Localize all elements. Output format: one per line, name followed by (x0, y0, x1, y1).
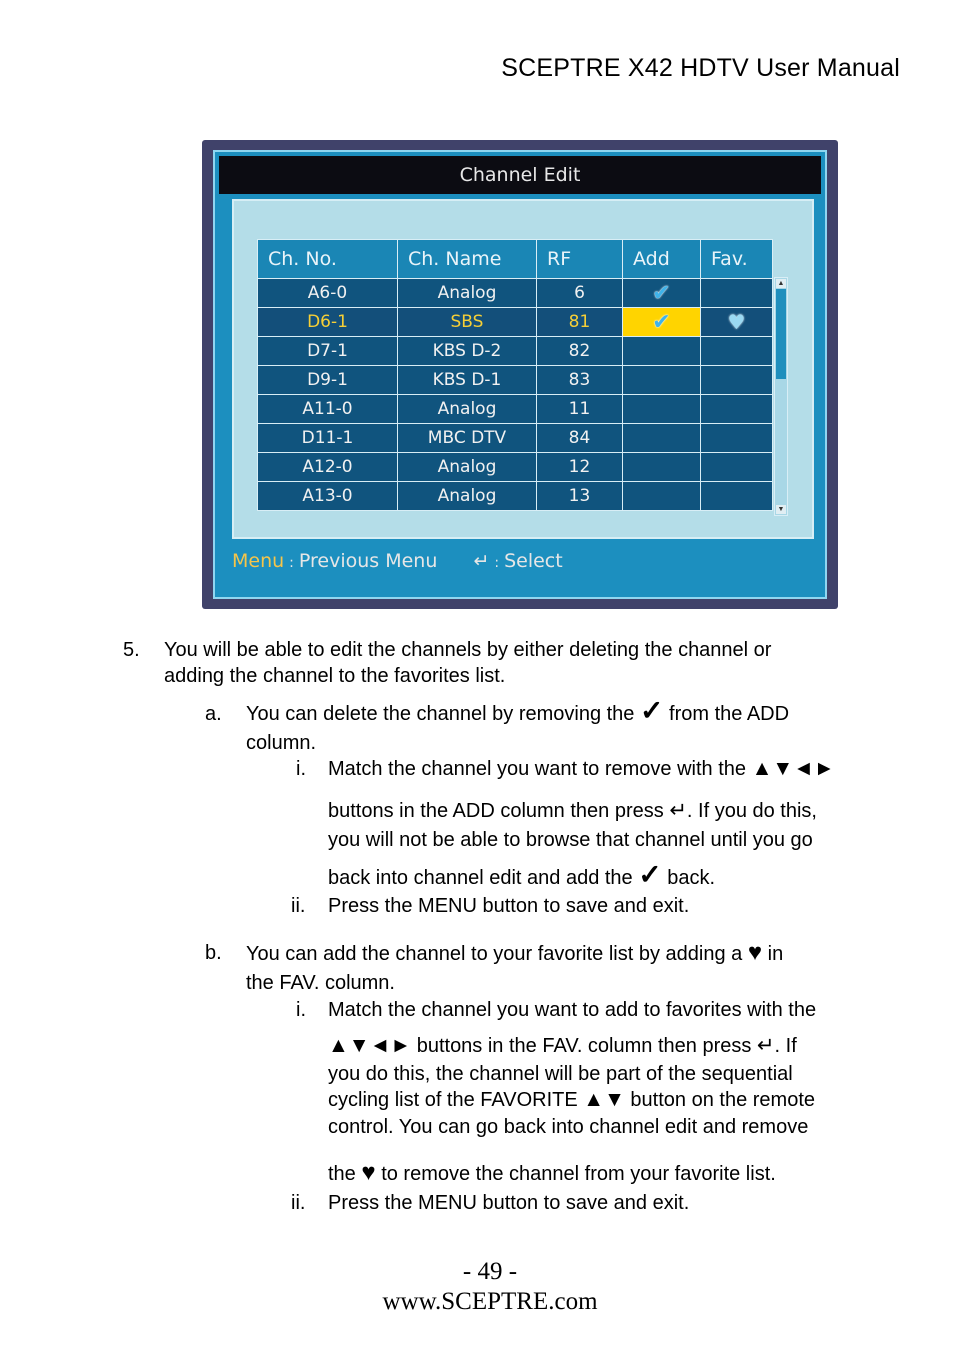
select-hint: Select (504, 550, 563, 572)
item-b-label: b. (205, 942, 222, 964)
enter-icon: ↵ (473, 550, 490, 572)
item-b-line1 (246, 940, 783, 967)
item-b-ii-label: ii. (291, 1192, 306, 1214)
item-b-i-line5: control. You can go back into channel edit and remove (328, 1116, 809, 1138)
cell-ch-name: Analog (398, 482, 537, 511)
cell-add (623, 308, 701, 337)
item-a-line1 (246, 695, 790, 727)
item-b-i-line6 (328, 1160, 776, 1187)
arrow-keys-icon: ▲▼◄► (328, 1034, 412, 1057)
cell-ch-name: Analog (398, 453, 537, 482)
cell-add (623, 279, 701, 308)
item-b-i-line2 (328, 1033, 797, 1059)
enter-icon: ↵ (756, 1034, 775, 1057)
page-number: - 49 - (462, 1258, 518, 1285)
cell-rf: 11 (537, 395, 623, 424)
cell-fav (701, 453, 773, 482)
osd-title: Channel Edit (219, 156, 821, 194)
cell-fav (701, 337, 773, 366)
cell-ch-name: MBC DTV (398, 424, 537, 453)
item-b-i-text2: buttons in the FAV. column then press (416, 1035, 752, 1057)
scroll-up-icon: ▲ (777, 280, 785, 287)
cell-ch-no: D11-1 (258, 424, 398, 453)
item-a-i-line3: you will not be able to browse that channel until you go (328, 829, 813, 851)
channel-edit-screenshot (202, 140, 838, 609)
scroll-down-icon: ▼ (777, 506, 785, 513)
previous-menu-hint: Previous Menu (298, 550, 438, 572)
cell-ch-no: A6-0 (258, 279, 398, 308)
item-a-text-post: from the ADD (669, 703, 790, 725)
item-b-text-pre: You can add the channel to your favorite list by adding a (246, 943, 743, 965)
cell-ch-no: D6-1 (258, 308, 398, 337)
scroll-thumb (776, 289, 786, 379)
cell-ch-no: A12-0 (258, 453, 398, 482)
check-icon: ✔ (652, 309, 671, 335)
cell-fav (701, 424, 773, 453)
osd-footer-hints: Menu : Previous Menu ↵ : Select (232, 550, 563, 572)
step-5-line2: adding the channel to the favorites list. (164, 665, 506, 687)
item-b-i-line1: Match the channel you want to add to favorites with the (328, 999, 817, 1021)
cell-ch-name: KBS D-2 (398, 337, 537, 366)
item-a-i-line2 (328, 798, 817, 824)
col-rf: RF (537, 240, 623, 279)
cell-ch-name: Analog (398, 395, 537, 424)
cell-ch-no: A11-0 (258, 395, 398, 424)
arrow-keys-icon: ▲▼◄► (751, 757, 835, 780)
enter-icon: ↵ (669, 799, 687, 822)
item-a-line2: column. (246, 732, 317, 754)
item-b-i-label: i. (296, 999, 306, 1021)
cell-fav (701, 308, 773, 337)
cell-fav (701, 482, 773, 511)
manual-title: SCEPTRE X42 HDTV User Manual (501, 54, 900, 82)
table-row-selected (258, 308, 773, 337)
item-a-i-line1 (328, 756, 835, 782)
cell-fav (701, 395, 773, 424)
item-b-i-text4b: button on the remote (630, 1089, 815, 1111)
item-a-i-text2b: . If you do this, (686, 800, 817, 822)
cell-add (623, 395, 701, 424)
item-b-i-text6b: to remove the channel from your favorite list. (381, 1163, 776, 1185)
item-b-i-text6: the (328, 1163, 356, 1185)
cell-add (623, 424, 701, 453)
col-fav: Fav. (701, 240, 773, 279)
cell-rf: 81 (537, 308, 623, 337)
item-a-i-text4b: back. (667, 867, 716, 889)
step-5-number: 5. (123, 639, 140, 661)
item-a-text-pre: You can delete the channel by removing the (246, 703, 635, 725)
col-ch-no: Ch. No. (258, 240, 398, 279)
item-a-i-text4: back into channel edit and add the (328, 867, 633, 889)
cell-add (623, 366, 701, 395)
check-icon: ✓ (640, 695, 664, 726)
item-a-label: a. (205, 703, 222, 725)
table-row (258, 424, 773, 453)
cell-ch-name: Analog (398, 279, 537, 308)
cell-ch-name: KBS D-1 (398, 366, 537, 395)
table-row (258, 482, 773, 511)
table-row (258, 337, 773, 366)
heart-icon: ♥ (361, 1159, 376, 1186)
menu-key-label: Menu (232, 550, 285, 572)
cell-rf: 84 (537, 424, 623, 453)
channel-table (257, 239, 773, 511)
col-add: Add (623, 240, 701, 279)
item-b-text-post: in (767, 943, 784, 965)
cell-fav (701, 366, 773, 395)
item-b-i-text4: cycling list of the FAVORITE (328, 1089, 578, 1111)
up-down-arrows-icon: ▲▼ (583, 1088, 625, 1111)
cell-rf: 83 (537, 366, 623, 395)
cell-rf: 13 (537, 482, 623, 511)
item-a-i-text2: buttons in the ADD column then press (328, 800, 664, 822)
cell-fav (701, 279, 773, 308)
item-a-i-label: i. (296, 758, 306, 780)
table-row (258, 453, 773, 482)
table-header-row (258, 240, 773, 279)
item-b-i-text2b: . If (774, 1035, 797, 1057)
cell-rf: 6 (537, 279, 623, 308)
cell-ch-no: A13-0 (258, 482, 398, 511)
cell-rf: 12 (537, 453, 623, 482)
table-row (258, 395, 773, 424)
osd-window (213, 150, 827, 599)
step-5-line1: You will be able to edit the channels by either deleting the channel or (164, 639, 772, 661)
check-icon: ✓ (638, 859, 662, 890)
check-icon: ✔ (652, 280, 671, 306)
item-b-ii-text: Press the MENU button to save and exit. (328, 1192, 690, 1214)
table-row (258, 366, 773, 395)
table-row (258, 279, 773, 308)
col-ch-name: Ch. Name (398, 240, 537, 279)
item-a-i-line4 (328, 859, 716, 891)
heart-icon: ♥ (727, 310, 746, 334)
item-b-line2: the FAV. column. (246, 972, 395, 994)
item-b-i-line3: you do this, the channel will be part of the sequential (328, 1063, 793, 1085)
cell-ch-no: D7-1 (258, 337, 398, 366)
footer-url: www.SCEPTRE.com (382, 1288, 598, 1315)
item-a-ii-text: Press the MENU button to save and exit. (328, 895, 690, 917)
cell-ch-name: SBS (398, 308, 537, 337)
item-a-i-text: Match the channel you want to remove with the (328, 758, 747, 780)
cell-ch-no: D9-1 (258, 366, 398, 395)
cell-rf: 82 (537, 337, 623, 366)
cell-add (623, 453, 701, 482)
cell-add (623, 337, 701, 366)
table-scrollbar (774, 277, 788, 516)
cell-add (623, 482, 701, 511)
item-b-i-line4 (328, 1087, 815, 1113)
osd-table-panel (232, 199, 814, 539)
item-a-ii-label: ii. (291, 895, 306, 917)
heart-icon: ♥ (747, 939, 763, 966)
